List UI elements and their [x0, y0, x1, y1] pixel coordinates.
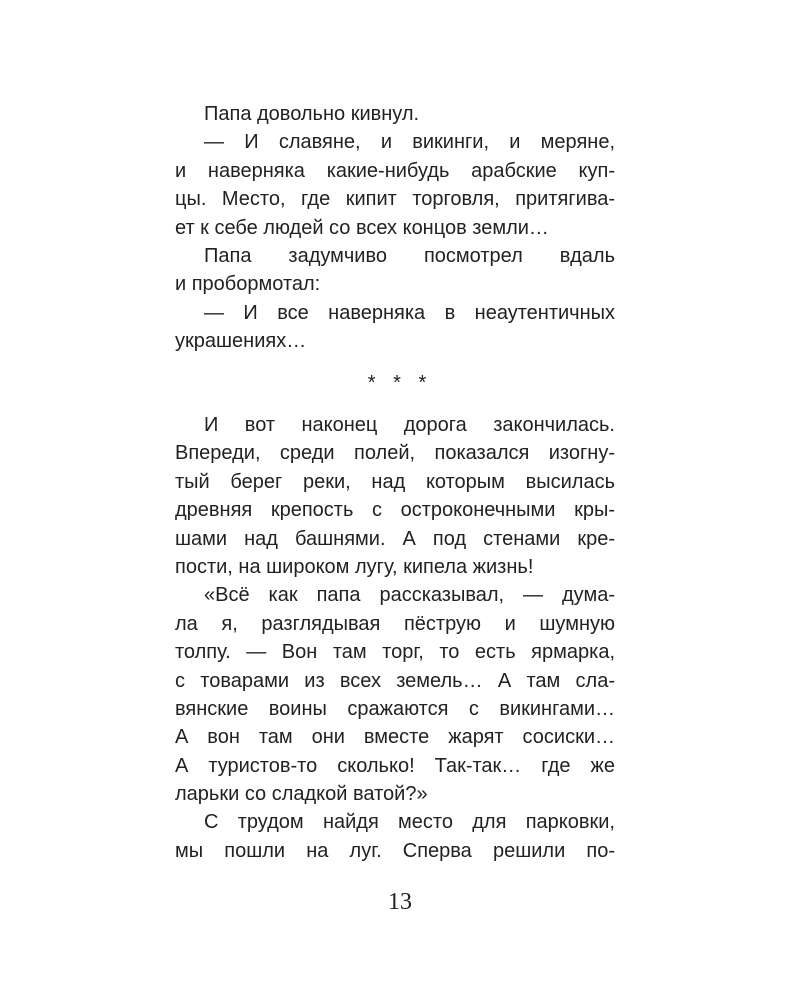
text-line: пости, на широком лугу, кипела жизнь!: [175, 555, 534, 578]
text-line: А туристов-то сколько! Так-так… где же: [175, 754, 615, 777]
text-line: древняя крепость с остроконечными кры-: [175, 499, 615, 522]
section-separator: * * *: [367, 372, 433, 394]
text-line: тый берег реки, над которым высилась: [175, 470, 615, 493]
page-number: 13: [388, 889, 412, 915]
text-line: и пробормотал:: [175, 273, 321, 296]
text-line: и наверняка какие-нибудь арабские куп-: [175, 159, 615, 182]
text-line: мы пошли на луг. Сперва решили по-: [175, 839, 615, 862]
text-line: Папа довольно кивнул.: [204, 103, 420, 125]
text-line: ла я, разглядывая пёструю и шумную: [175, 612, 615, 635]
text-line: ларьки со сладкой ватой?»: [175, 783, 428, 806]
text-block-2: [175, 411, 615, 865]
text-line: украшениях…: [175, 330, 307, 353]
text-line: И вот наконец дорога закончилась.: [204, 414, 615, 436]
text-line: ет к себе людей со всех концов земли…: [175, 216, 549, 239]
text-line: «Всё как папа рассказывал, — дума-: [204, 584, 615, 607]
text-line: с товарами из всех земель… А там сла-: [175, 669, 615, 692]
text-block-1: [175, 100, 615, 356]
text-line: С трудом найдя место для парковки,: [204, 811, 615, 834]
text-line: — И все наверняка в неаутентичных: [204, 301, 615, 324]
text-line: вянские воины сражаются с викингами…: [175, 697, 615, 720]
text-line: Впереди, среди полей, показался изогну-: [175, 442, 615, 465]
text-line: А вон там они вместе жарят сосиски…: [175, 726, 615, 749]
text-line: шами над башнями. А под стенами кре-: [175, 527, 615, 550]
text-line: — И славяне, и викинги, и меряне,: [204, 131, 615, 154]
text-line: цы. Место, где кипит торговля, притягива-: [175, 188, 615, 211]
text-line: Папа задумчиво посмотрел вдаль: [204, 244, 615, 267]
text-line: толпу. — Вон там торг, то есть ярмарка,: [175, 641, 615, 664]
